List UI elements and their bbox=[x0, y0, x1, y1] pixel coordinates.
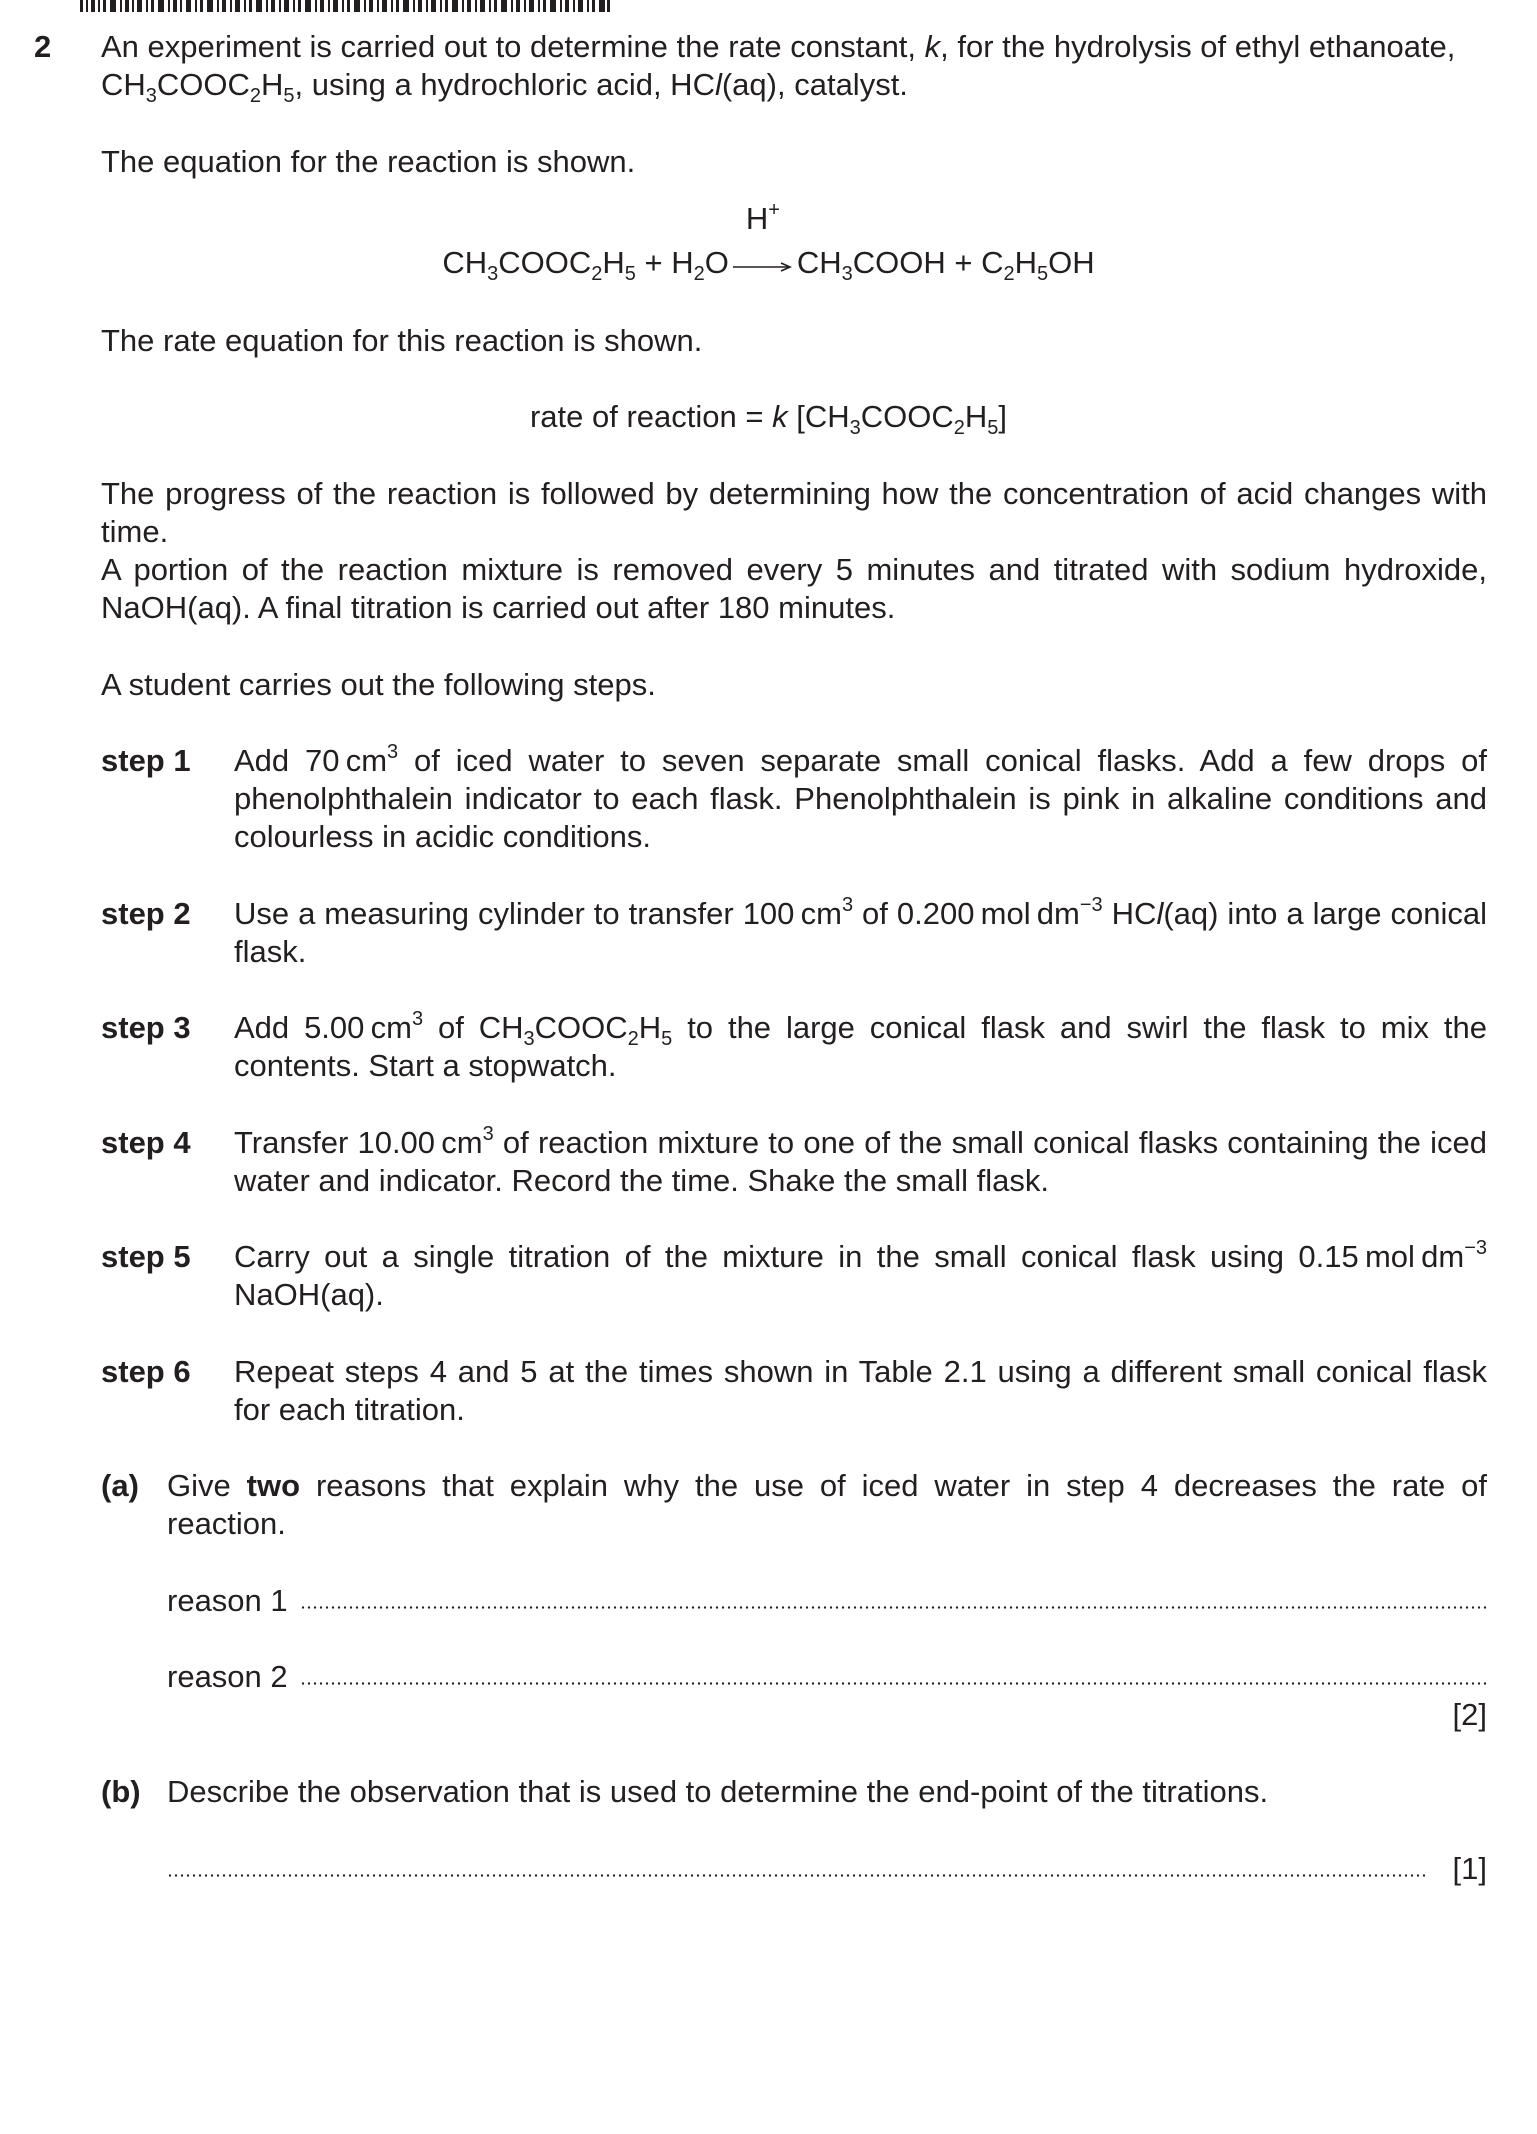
chemical-equation: $CH_3COOC_2H_5 + H_2O$ H+ $CH_3COOH + C_2H_5OH$ bbox=[442, 199, 1095, 285]
step-4-label: step 4 bbox=[101, 1125, 191, 1160]
step-1-label: step 1 bbox=[101, 743, 191, 778]
intro-line-1: An experiment is carried out to determine the rate constant, k, for the hydrolysis of ethyl ethanoate, bbox=[101, 29, 1456, 64]
step-2-label: step 2 bbox=[101, 896, 191, 931]
step-5-text: Carry out a single titration of the mixture in the small conical flask using 0.15 mol $dm^{-3}$ NaOH(aq). bbox=[234, 1237, 1487, 1312]
step-4-text: Transfer 10.00 $cm^3$ of reaction mixture to one of the small conical flasks containing the iced water and indicator. Record the time. Shake the small flask. bbox=[234, 1123, 1487, 1198]
reason-2-label: reason 2 bbox=[167, 1659, 288, 1694]
part-a-marks: [2] bbox=[1452, 1697, 1487, 1732]
part-b-question: Describe the observation that is used to determine the end-point of the titrations. bbox=[167, 1774, 1269, 1809]
step-6-label: step 6 bbox=[101, 1354, 191, 1389]
part-b-label: (b) bbox=[101, 1774, 141, 1809]
reason-2-answer-line[interactable] bbox=[300, 1682, 1487, 1685]
step-3-label: step 3 bbox=[101, 1010, 191, 1045]
rate-intro: The rate equation for this reaction is shown. bbox=[101, 323, 703, 358]
step-2-text: Use a measuring cylinder to transfer 100 $cm^3$ of 0.200 mol $dm^{-3}$ HCl(aq) into a large conical flask. bbox=[234, 894, 1487, 969]
reason-1-answer-line[interactable] bbox=[300, 1606, 1487, 1609]
part-a-question: Give two reasons that explain why the use of iced water in step 4 decreases the rate of reaction. bbox=[167, 1468, 1487, 1541]
part-a-label: (a) bbox=[101, 1468, 139, 1503]
progress-paragraph-2: A portion of the reaction mixture is removed every 5 minutes and titrated with sodium hydroxide, NaOH(aq). A final titration is carried out after 180 minutes. bbox=[101, 552, 1487, 625]
step-5-label: step 5 bbox=[101, 1239, 191, 1274]
equation-intro: The equation for the reaction is shown. bbox=[101, 144, 636, 179]
reason-1-label: reason 1 bbox=[167, 1583, 288, 1618]
barcode-strip bbox=[80, 0, 610, 12]
step-3-text: Add 5.00 $cm^3$ of $CH_3COOC_2H_5$ to the large conical flask and swirl the flask to mix the contents. Start a stopwatch. bbox=[234, 1008, 1488, 1083]
intro-line-2: $CH_3COOC_2H_5$, using a hydrochloric acid, HCl(aq), catalyst. bbox=[101, 67, 908, 107]
reaction-arrow bbox=[729, 199, 797, 282]
question-number: 2 bbox=[34, 29, 52, 64]
catalyst-label: H+ bbox=[745, 199, 780, 236]
step-1-text: Add 70 $cm^3$ of iced water to seven separate small conical flasks. Add a few drops of phenolphthalein indicator to each flask. Phenolphthalein is pink in alkaline conditions and colourless in acidic conditions. bbox=[234, 741, 1487, 854]
steps-intro: A student carries out the following steps. bbox=[101, 667, 656, 702]
step-6-text: Repeat steps 4 and 5 at the times shown in Table 2.1 using a different small conical flask for each titration. bbox=[234, 1354, 1487, 1427]
rate-equation: rate of reaction = k $[CH_3COOC_2H_5]$ bbox=[529, 399, 1007, 439]
progress-paragraph-1: The progress of the reaction is followed by determining how the concentration of acid changes with time. bbox=[101, 476, 1487, 549]
part-b-marks: [1] bbox=[1452, 1851, 1487, 1886]
arrow-icon bbox=[733, 262, 793, 272]
part-b-answer-line[interactable] bbox=[167, 1874, 1425, 1877]
